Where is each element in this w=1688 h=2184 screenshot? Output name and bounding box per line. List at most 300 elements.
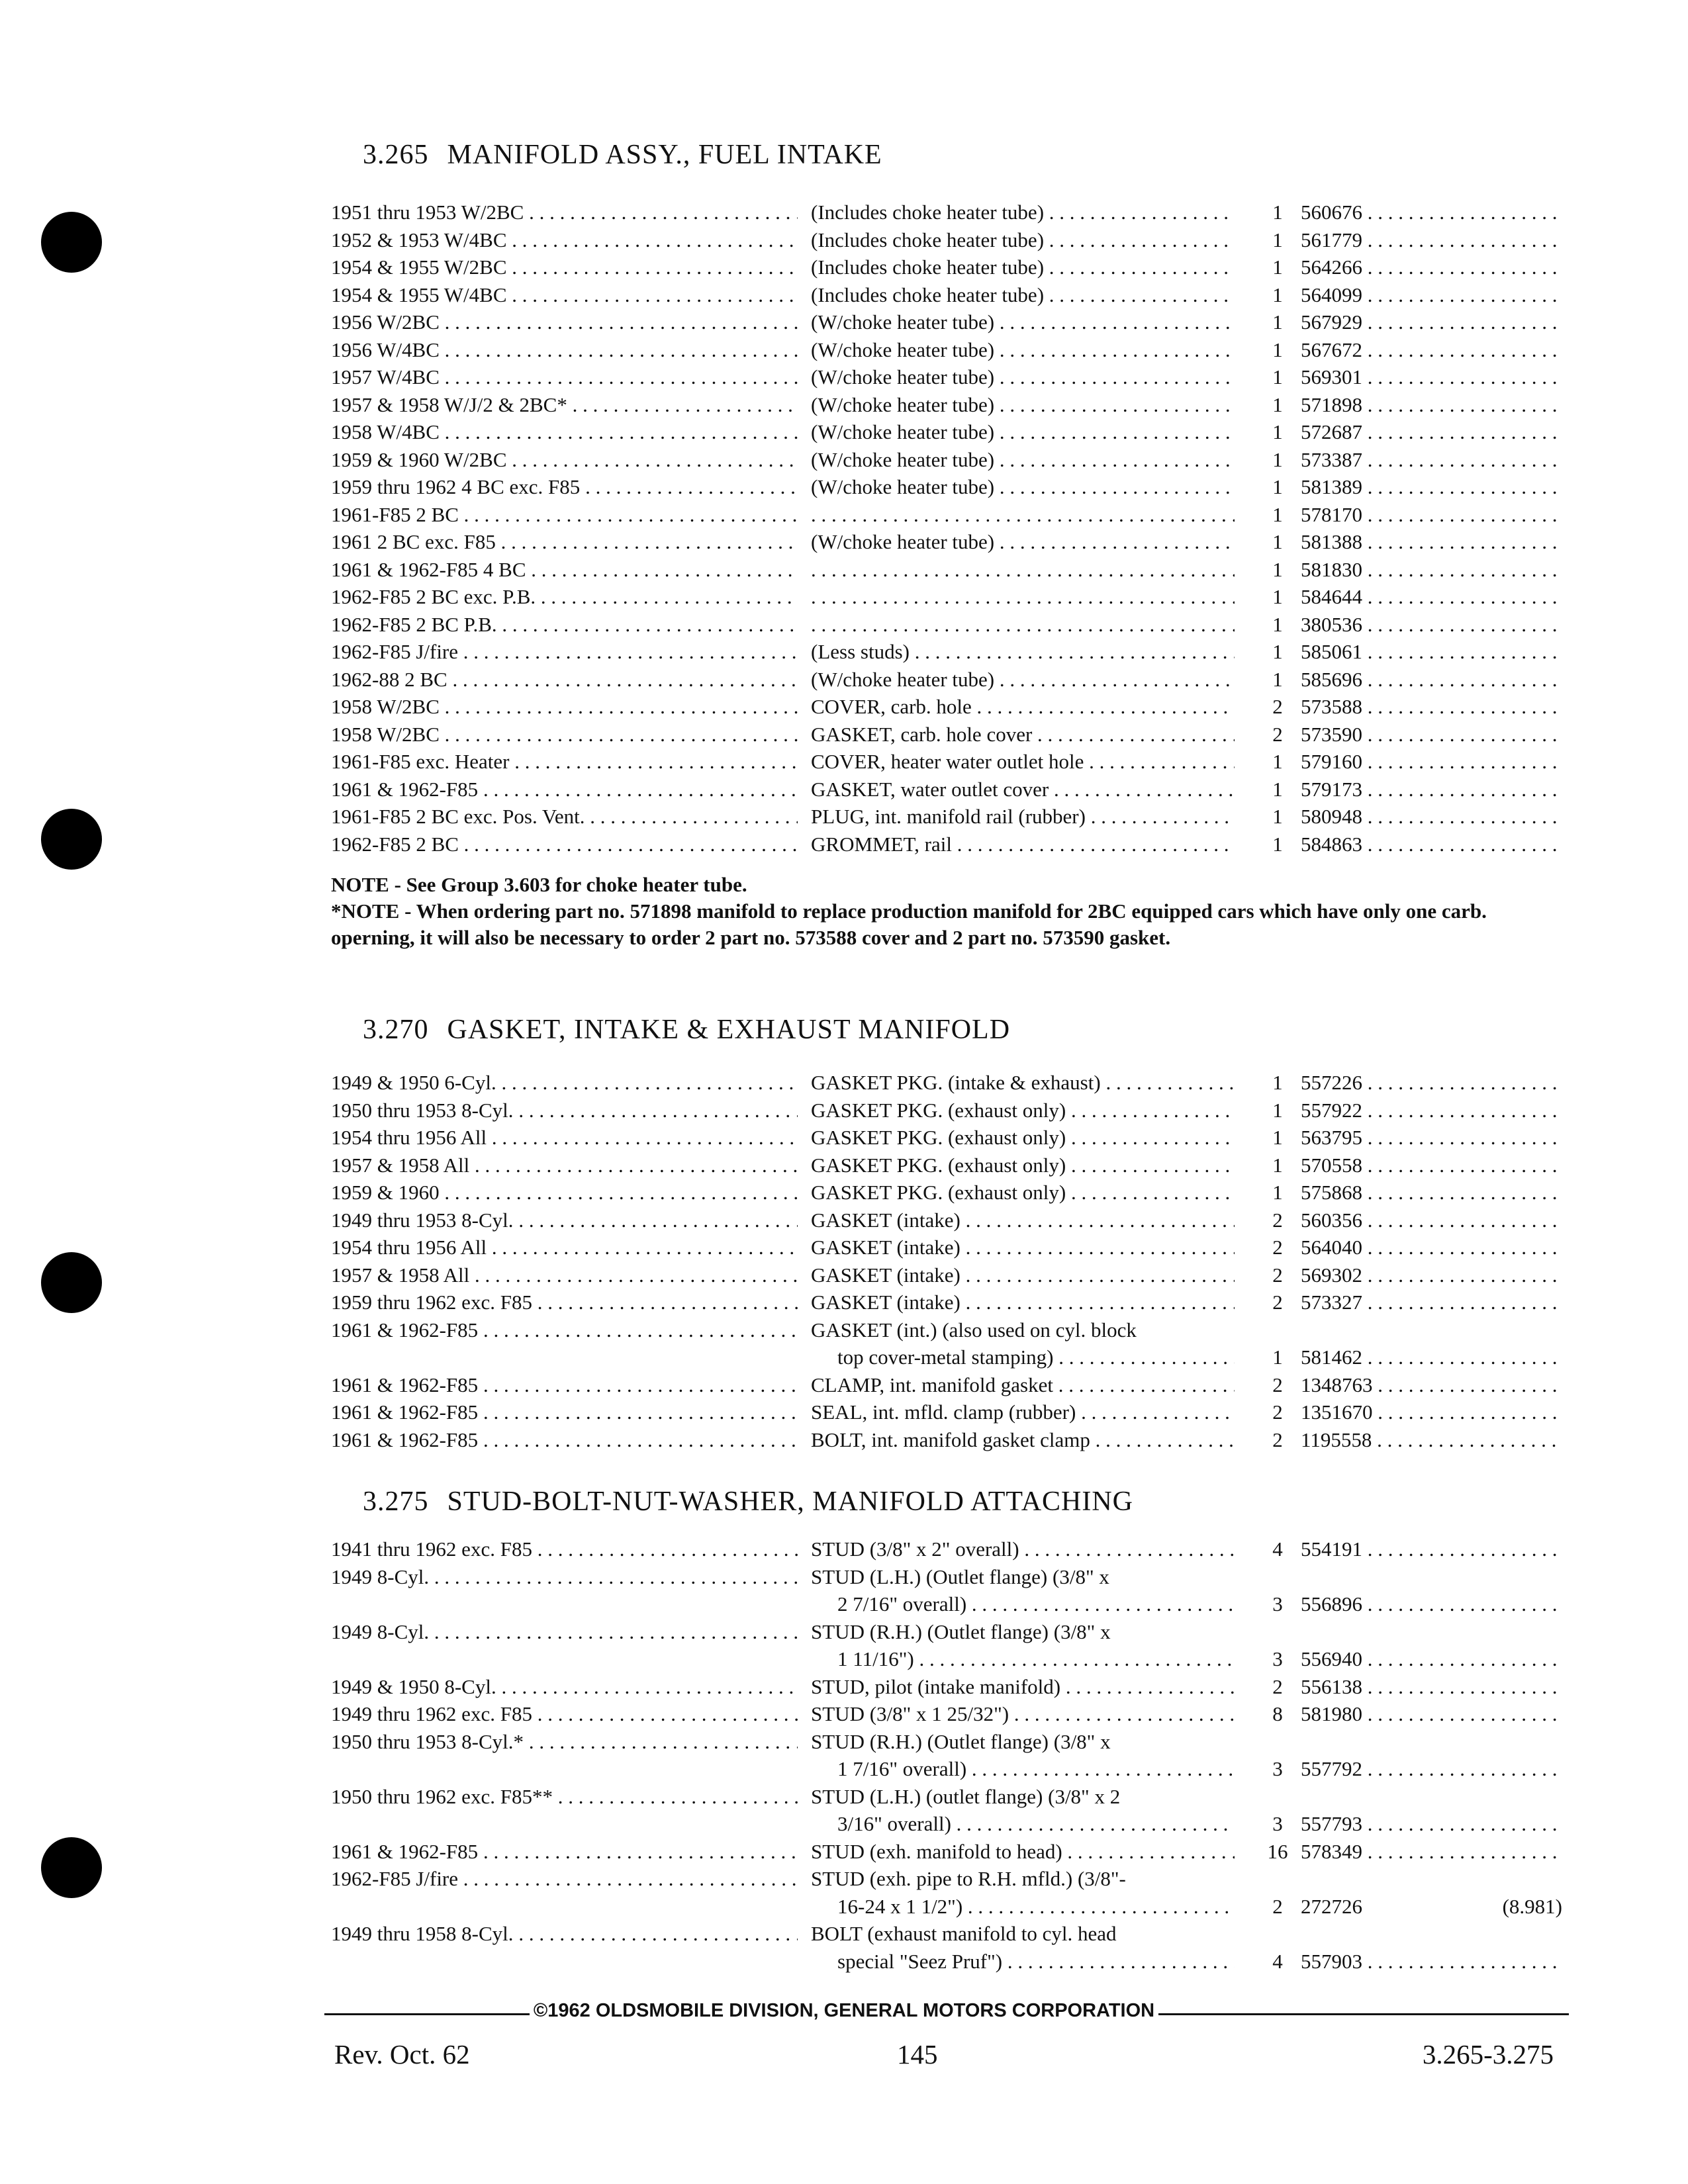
description-text: (W/choke heater tube)	[811, 365, 995, 388]
section-number: 3.270	[363, 1015, 429, 1045]
part-number-cell	[1301, 1426, 1562, 1454]
description-text: STUD (R.H.) (Outlet flange) (3/8" x	[811, 1619, 1111, 1643]
description-cell	[811, 253, 1235, 281]
description-continuation-text: 3/16" overall)	[837, 1812, 951, 1835]
description-continuation	[811, 1948, 1235, 1976]
application-text: 1957 & 1958 All	[331, 1263, 470, 1287]
description-text: STUD (R.H.) (Outlet flange) (3/8" x	[811, 1729, 1111, 1753]
application-text: 1962-F85 J/fire	[331, 640, 459, 663]
description-text: (W/choke heater tube)	[811, 447, 995, 471]
leader-dots	[447, 668, 798, 691]
quantity-cell: 1	[1272, 1071, 1283, 1094]
leader-dots	[478, 1428, 798, 1451]
description-text: (W/choke heater tube)	[811, 420, 995, 443]
leader-dots	[1362, 1291, 1562, 1314]
parts-table	[331, 199, 1562, 858]
table-row	[331, 391, 1562, 419]
application-cell	[331, 1728, 798, 1756]
leader-dots	[507, 228, 798, 251]
leader-dots	[1362, 1812, 1562, 1835]
application-text: 1961 2 BC exc. F85	[331, 530, 496, 553]
application-text: 1950 thru 1953 8-Cyl.	[331, 1098, 514, 1122]
application-text: 1959 thru 1962 exc. F85	[331, 1291, 532, 1314]
quantity-cell: 1	[1272, 1181, 1283, 1204]
table-row	[331, 803, 1562, 831]
description-cell	[811, 1179, 1235, 1206]
leader-dots	[1362, 1345, 1562, 1369]
description-cell	[811, 1152, 1235, 1179]
leader-dots	[1009, 1702, 1235, 1725]
part-number: 561779	[1301, 228, 1362, 251]
description-text: (W/choke heater tube)	[811, 530, 995, 553]
part-number-cell	[1301, 1124, 1562, 1152]
part-number: 556896	[1301, 1592, 1362, 1615]
part-number-cell	[1301, 1948, 1562, 1976]
section-heading: STUD-BOLT-NUT-WASHER, MANIFOLD ATTACHING	[447, 1486, 1134, 1517]
leader-dots	[514, 1922, 798, 1945]
application-text: 1959 & 1960	[331, 1181, 440, 1204]
description-text: (Less studs)	[811, 640, 910, 663]
description-continuation	[811, 1893, 1235, 1921]
note-paragraph: NOTE - See Group 3.603 for choke heater tube.	[331, 873, 747, 896]
description-text: GASKET PKG. (exhaust only)	[811, 1098, 1066, 1122]
application-text: 1949 & 1950 8-Cyl.	[331, 1674, 496, 1698]
section-heading: MANIFOLD ASSY., FUEL INTAKE	[447, 140, 882, 170]
leader-dots	[458, 1867, 798, 1890]
part-number-cell	[1301, 253, 1562, 281]
part-number: 567672	[1301, 338, 1362, 361]
application-text: 1950 thru 1953 8-Cyl.*	[331, 1729, 524, 1753]
leader-dots	[585, 805, 798, 828]
application-text: 1951 thru 1953 W/2BC	[331, 201, 524, 224]
description-text: (W/choke heater tube)	[811, 667, 995, 691]
quantity-cell: 2	[1272, 1428, 1283, 1451]
table-row	[331, 1838, 1562, 1866]
leader-dots	[1362, 393, 1562, 416]
section-number: 3.265	[363, 140, 429, 170]
note-paragraph: *NOTE - When ordering part no. 571898 manifold to replace production manifold for 2BC equipped cars which have only one carb. operning, it will also be necessary to order 2 part no. 573588 cover and 2 part no. 573590 gasket.	[331, 899, 1487, 949]
application-cell	[331, 336, 798, 364]
part-number: 556138	[1301, 1674, 1362, 1698]
application-text: 1962-F85 J/fire	[331, 1867, 459, 1890]
leader-dots	[961, 1291, 1235, 1314]
leader-dots	[1066, 1099, 1235, 1122]
part-number-cell	[1301, 1289, 1562, 1316]
application-cell	[331, 1673, 798, 1701]
leader-dots	[1362, 228, 1562, 251]
application-text: 1961 & 1962-F85 4 BC	[331, 557, 526, 581]
quantity-cell: 1	[1272, 365, 1283, 388]
leader-dots	[1362, 1675, 1562, 1698]
leader-dots	[811, 558, 1235, 581]
leader-dots	[1362, 1099, 1562, 1122]
application-text: 1957 W/4BC	[331, 365, 440, 388]
part-number-cell	[1301, 473, 1562, 501]
application-text: 1961 & 1962-F85	[331, 1428, 479, 1451]
description-cell	[811, 583, 1235, 611]
leader-dots	[1373, 1400, 1563, 1424]
description-cell	[811, 1618, 1235, 1673]
description-text: GASKET, carb. hole cover	[811, 722, 1033, 746]
application-cell	[331, 1152, 798, 1179]
leader-dots	[1362, 585, 1562, 608]
description-cell	[811, 1316, 1235, 1371]
description-cell	[811, 1865, 1235, 1920]
description-text: STUD (L.H.) (Outlet flange) (3/8" x	[811, 1565, 1109, 1588]
leader-dots	[1362, 695, 1562, 718]
application-text: 1954 thru 1956 All	[331, 1236, 487, 1259]
quantity-cell: 1	[1272, 1126, 1283, 1149]
leader-dots	[1044, 283, 1235, 306]
quantity-cell: 1	[1272, 447, 1283, 471]
application-text: 1949 thru 1962 exc. F85	[331, 1702, 532, 1725]
description-text: STUD (L.H.) (outlet flange) (3/8" x 2	[811, 1784, 1121, 1808]
leader-dots	[478, 778, 798, 801]
part-number: 573387	[1301, 447, 1362, 471]
application-cell	[331, 501, 798, 529]
quantity-cell: 2	[1272, 695, 1283, 718]
description-cell	[811, 1069, 1235, 1097]
description-text: CLAMP, int. manifold gasket	[811, 1373, 1053, 1396]
table-row	[331, 638, 1562, 666]
leader-dots	[478, 1400, 798, 1424]
table-row	[331, 336, 1562, 364]
leader-dots	[811, 503, 1235, 526]
leader-dots	[440, 365, 798, 388]
part-number: 1195558	[1301, 1428, 1372, 1451]
application-cell	[331, 721, 798, 749]
quantity-cell: 4	[1272, 1949, 1283, 1973]
part-number-cell	[1301, 528, 1562, 556]
description-continuation-text: 16-24 x 1 1/2")	[837, 1894, 963, 1918]
leader-dots	[440, 1181, 798, 1204]
description-cell	[811, 776, 1235, 803]
quantity-cell: 16	[1267, 1839, 1288, 1863]
description-cell	[811, 1371, 1235, 1399]
part-number-cell	[1301, 1810, 1562, 1838]
leader-dots	[1362, 503, 1562, 526]
leader-dots	[507, 283, 798, 306]
description-cell	[811, 556, 1235, 584]
table-row	[331, 1700, 1562, 1728]
leader-dots	[524, 201, 798, 224]
table-row	[331, 1179, 1562, 1206]
leader-dots	[1362, 833, 1562, 856]
leader-dots	[1019, 1537, 1235, 1561]
description-text: GASKET (intake)	[811, 1263, 961, 1287]
application-cell	[331, 1865, 798, 1893]
application-text: 1952 & 1953 W/4BC	[331, 228, 507, 251]
leader-dots	[1362, 558, 1562, 581]
table-row	[331, 1124, 1562, 1152]
application-cell	[331, 556, 798, 584]
quantity-cell: 1	[1272, 612, 1283, 636]
leader-dots	[914, 1647, 1235, 1670]
description-cell	[811, 831, 1235, 858]
description-text: (W/choke heater tube)	[811, 338, 995, 361]
description-continuation-text: top cover-metal stamping)	[837, 1345, 1054, 1369]
part-number: 557922	[1301, 1098, 1362, 1122]
leader-dots	[487, 1236, 798, 1259]
leader-dots	[1362, 420, 1562, 443]
description-continuation-text: special "Seez Pruf")	[837, 1949, 1003, 1973]
application-text: 1950 thru 1962 exc. F85**	[331, 1784, 553, 1808]
table-row	[331, 748, 1562, 776]
application-text: 1962-88 2 BC	[331, 667, 447, 691]
part-number-cell	[1301, 1673, 1562, 1701]
application-cell	[331, 446, 798, 474]
description-cell	[811, 281, 1235, 309]
application-cell	[331, 1371, 798, 1399]
application-cell	[331, 1700, 798, 1728]
application-cell	[331, 391, 798, 419]
part-number: 573327	[1301, 1291, 1362, 1314]
description-cell	[811, 748, 1235, 776]
description-text: (W/choke heater tube)	[811, 310, 995, 334]
description-cell	[811, 1920, 1235, 1975]
part-number-cell	[1301, 638, 1562, 666]
description-cell	[811, 336, 1235, 364]
description-cell	[811, 611, 1235, 639]
application-text: 1962-F85 2 BC exc. P.B.	[331, 585, 536, 608]
application-text: 1954 & 1955 W/2BC	[331, 255, 507, 279]
quantity-cell: 2	[1272, 1263, 1283, 1287]
application-cell	[331, 1097, 798, 1124]
application-cell	[331, 253, 798, 281]
leader-dots	[1362, 1950, 1562, 1973]
description-text: COVER, heater water outlet hole	[811, 750, 1084, 773]
part-number-cell	[1301, 501, 1562, 529]
application-text: 1961-F85 2 BC	[331, 502, 459, 526]
application-text: 1961 & 1962-F85	[331, 1400, 479, 1424]
leader-dots	[536, 585, 798, 608]
application-text: 1949 thru 1958 8-Cyl.	[331, 1922, 514, 1945]
leader-dots	[1362, 778, 1562, 801]
quantity-cell: 3	[1272, 1757, 1283, 1780]
description-cell	[811, 1700, 1235, 1728]
description-cell	[811, 528, 1235, 556]
leader-dots	[910, 640, 1235, 663]
table-row	[331, 583, 1562, 611]
application-cell	[331, 638, 798, 666]
part-number: 560676	[1301, 201, 1362, 224]
application-text: 1956 W/2BC	[331, 310, 440, 334]
leader-dots	[1002, 1950, 1235, 1973]
table-row	[331, 1920, 1562, 1975]
leader-dots	[1362, 1757, 1562, 1780]
application-cell	[331, 1206, 798, 1234]
part-number-cell	[1301, 583, 1562, 611]
description-text: BOLT (exhaust manifold to cyl. head	[811, 1922, 1117, 1945]
part-number: 557792	[1301, 1757, 1362, 1780]
application-cell	[331, 528, 798, 556]
table-row	[331, 1316, 1562, 1371]
part-number: 578170	[1301, 502, 1362, 526]
part-number: 579160	[1301, 750, 1362, 773]
quantity-cell: 1	[1272, 475, 1283, 498]
application-text: 1961 & 1962-F85	[331, 1373, 479, 1396]
description-text: (Includes choke heater tube)	[811, 283, 1045, 306]
application-text: 1962-F85 2 BC	[331, 832, 459, 856]
table-row	[331, 1728, 1562, 1783]
application-text: 1961 & 1962-F85	[331, 1839, 479, 1863]
description-continuation-text: 1 7/16" overall)	[837, 1757, 967, 1780]
leader-dots	[952, 833, 1235, 856]
description-text: STUD, pilot (intake manifold)	[811, 1674, 1061, 1698]
description-cell	[811, 1838, 1235, 1866]
part-number-cell	[1301, 1371, 1562, 1399]
leader-dots	[994, 668, 1235, 691]
description-cell	[811, 803, 1235, 831]
part-number-cell	[1301, 721, 1562, 749]
leader-dots	[1362, 1236, 1562, 1259]
leader-dots	[1362, 1702, 1562, 1725]
part-number: 556940	[1301, 1647, 1362, 1670]
part-number: 557793	[1301, 1812, 1362, 1835]
part-number: 564040	[1301, 1236, 1362, 1259]
description-cell	[811, 1289, 1235, 1316]
part-number-cell	[1301, 1700, 1562, 1728]
application-text: 1941 thru 1962 exc. F85	[331, 1537, 532, 1561]
leader-dots	[1032, 723, 1235, 746]
leader-dots	[1362, 613, 1562, 636]
description-text: (Includes choke heater tube)	[811, 228, 1045, 251]
application-cell	[331, 611, 798, 639]
table-row	[331, 1371, 1562, 1399]
part-number: 585061	[1301, 640, 1362, 663]
part-number-cell	[1301, 1838, 1562, 1866]
application-cell	[331, 693, 798, 721]
part-number-cell	[1301, 1179, 1562, 1206]
leader-dots	[1084, 750, 1235, 773]
application-cell	[331, 1398, 798, 1426]
table-row	[331, 693, 1562, 721]
table-row	[331, 1563, 1562, 1618]
part-number: 560356	[1301, 1208, 1362, 1232]
part-number: 571898	[1301, 392, 1362, 416]
leader-dots	[961, 1263, 1235, 1287]
binder-hole	[41, 212, 102, 273]
part-number-cell	[1301, 281, 1562, 309]
quantity-cell: 4	[1272, 1537, 1283, 1561]
part-number: 380536	[1301, 612, 1362, 636]
description-cell	[811, 1426, 1235, 1454]
leader-dots	[1362, 668, 1562, 691]
table-row	[331, 473, 1562, 501]
quantity-cell: 3	[1272, 1812, 1283, 1835]
leader-dots	[496, 1675, 798, 1698]
leader-dots	[440, 420, 798, 443]
part-number-cell	[1301, 1152, 1562, 1179]
leader-dots	[1362, 1181, 1562, 1204]
description-cell	[811, 1563, 1235, 1618]
description-cell	[811, 1234, 1235, 1261]
table-row	[331, 1152, 1562, 1179]
description-text: GASKET (intake)	[811, 1208, 961, 1232]
description-cell	[811, 391, 1235, 419]
leader-dots	[1044, 228, 1235, 251]
application-cell	[331, 1838, 798, 1866]
part-number: 575868	[1301, 1181, 1362, 1204]
part-number: 569301	[1301, 365, 1362, 388]
revision-date: Rev. Oct. 62	[334, 2039, 470, 2070]
part-number: 581980	[1301, 1702, 1362, 1725]
leader-dots	[440, 723, 798, 746]
description-cell	[811, 226, 1235, 254]
quantity-cell: 2	[1272, 1236, 1283, 1259]
application-cell	[331, 281, 798, 309]
description-continuation	[811, 1755, 1235, 1783]
application-cell	[331, 418, 798, 446]
description-cell	[811, 1206, 1235, 1234]
leader-dots	[811, 613, 1235, 636]
leader-dots	[1066, 1181, 1235, 1204]
leader-dots	[1362, 750, 1562, 773]
application-text: 1949 8-Cyl.	[331, 1565, 430, 1588]
leader-dots	[459, 833, 798, 856]
section-title	[363, 1486, 1133, 1518]
quantity-cell: 1	[1272, 228, 1283, 251]
leader-dots	[526, 558, 798, 581]
description-text: GASKET (intake)	[811, 1236, 961, 1259]
description-cell	[811, 418, 1235, 446]
leader-dots	[966, 1592, 1235, 1615]
part-number: 567929	[1301, 310, 1362, 334]
binder-hole	[41, 809, 102, 870]
table-row	[331, 199, 1562, 226]
table-row	[331, 1261, 1562, 1289]
leader-dots	[994, 420, 1235, 443]
table-row	[331, 253, 1562, 281]
application-text: 1954 & 1955 W/4BC	[331, 283, 507, 306]
leader-dots	[507, 255, 798, 279]
application-cell	[331, 776, 798, 803]
application-cell	[331, 1783, 798, 1811]
part-number: 572687	[1301, 420, 1362, 443]
quantity-cell: 1	[1272, 1345, 1283, 1369]
leader-dots	[1373, 1373, 1563, 1396]
table-row	[331, 1865, 1562, 1920]
section-number: 3.275	[363, 1486, 429, 1517]
description-text: GASKET PKG. (exhaust only)	[811, 1126, 1066, 1149]
part-number-cell	[1301, 1343, 1562, 1371]
application-text: 1958 W/2BC	[331, 722, 440, 746]
part-number: 570558	[1301, 1153, 1362, 1177]
leader-dots	[1090, 1428, 1235, 1451]
application-cell	[331, 1261, 798, 1289]
quantity-cell: 1	[1272, 338, 1283, 361]
quantity-cell: 2	[1272, 1373, 1283, 1396]
application-text: 1957 & 1958 W/J/2 & 2BC*	[331, 392, 567, 416]
part-number: 581830	[1301, 557, 1362, 581]
section-notes	[331, 872, 1523, 951]
part-number-cell	[1301, 1755, 1562, 1783]
copyright-notice: ©1962 OLDSMOBILE DIVISION, GENERAL MOTORS CORPORATION	[0, 2000, 1688, 2022]
application-cell	[331, 748, 798, 776]
application-text: 1958 W/4BC	[331, 420, 440, 443]
parts-table	[331, 1069, 1562, 1453]
leader-dots	[961, 1208, 1235, 1232]
leader-dots	[1362, 805, 1562, 828]
description-cell	[811, 1097, 1235, 1124]
part-number: 563795	[1301, 1126, 1362, 1149]
leader-dots	[478, 1840, 798, 1863]
leader-dots	[1372, 1428, 1562, 1451]
application-cell	[331, 199, 798, 226]
description-text: (Includes choke heater tube)	[811, 201, 1045, 224]
table-row	[331, 556, 1562, 584]
leader-dots	[553, 1785, 798, 1808]
